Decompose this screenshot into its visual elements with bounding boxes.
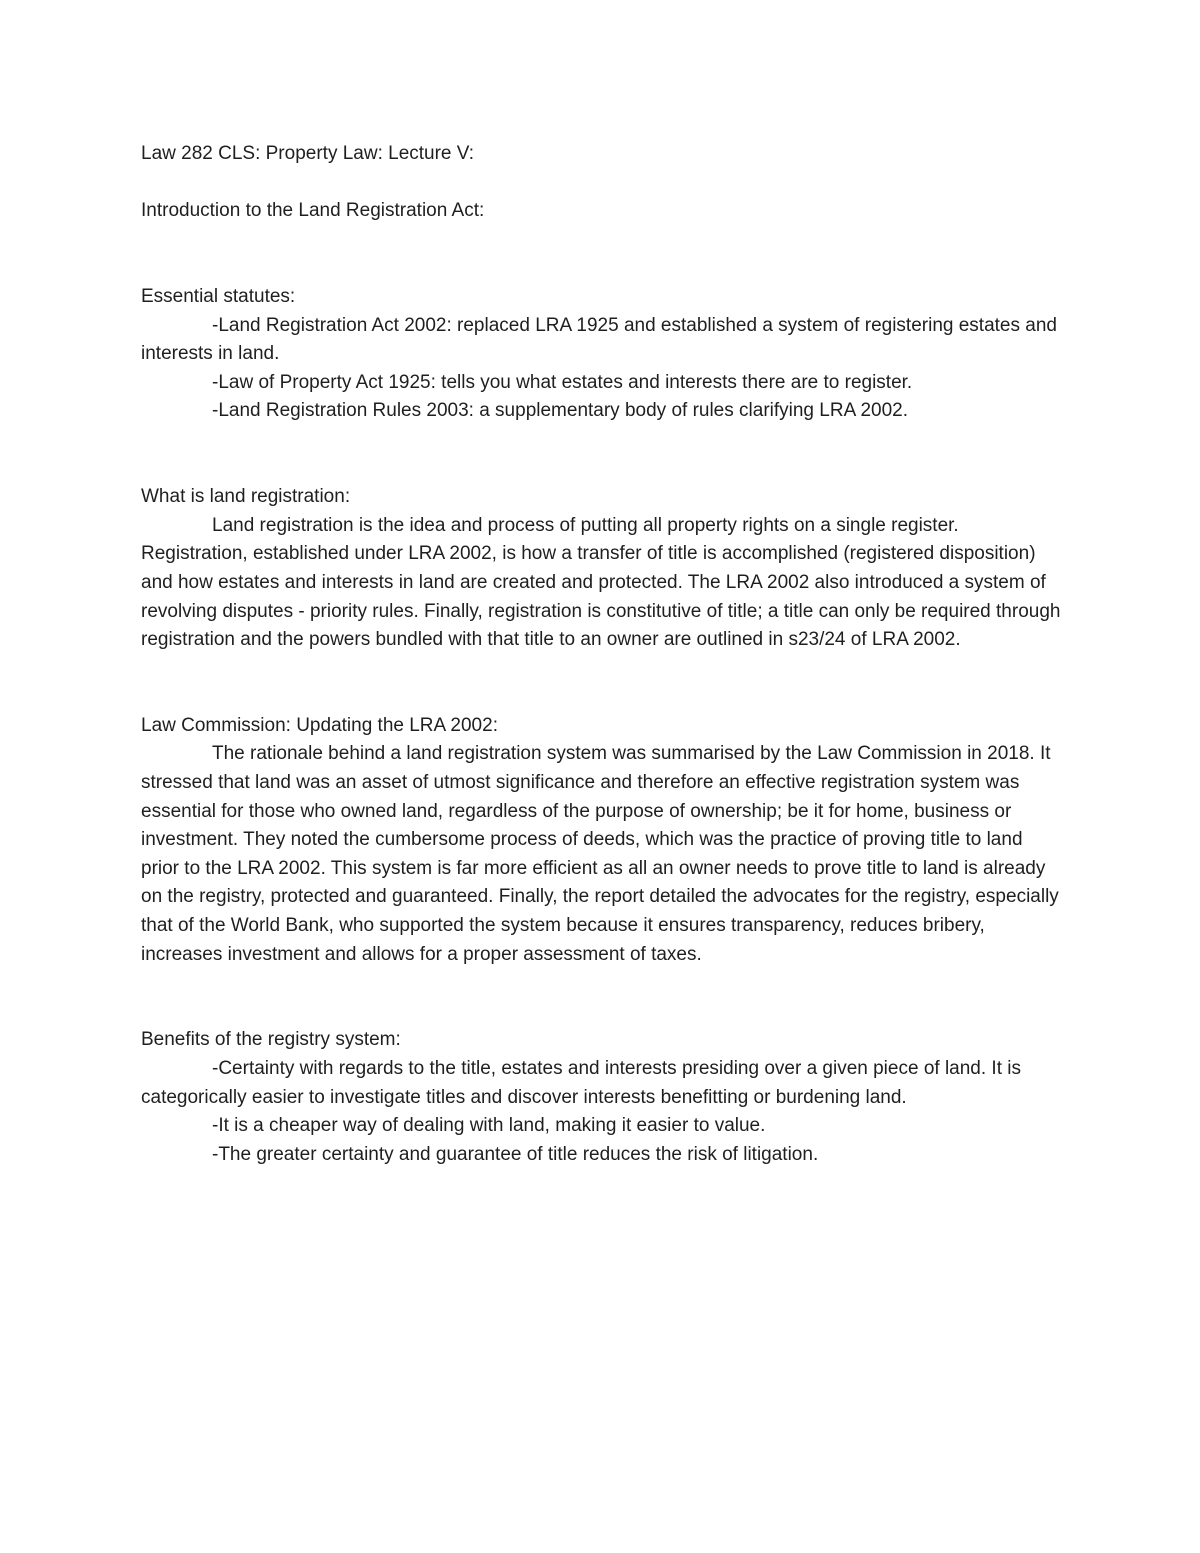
spacer: [141, 226, 1061, 283]
spacer: [141, 426, 1061, 483]
document-title: Law 282 CLS: Property Law: Lecture V:: [141, 143, 475, 164]
document-body: [141, 140, 1061, 1169]
statute-item: -Land Registration Rules 2003: a supplementary body of rules clarifying LRA 2002.: [212, 400, 909, 422]
spacer: [141, 169, 1061, 198]
body-paragraph: Land registration is the idea and process of putting all property rights on a single register. Registration, established under LRA 2002, is how a transfer of title is accomplished (registered disposition) and how estates and interests in land are created and protected. The LRA 2002 also introduced a system of revolving disputes - priority rules. Finally, registration is constitutive of title; a title can only be required through registration and the powers bundled with that title to an owner are outlined in s23/24 of LRA 2002.: [141, 514, 1061, 651]
section-heading-law-commission: Law Commission: Updating the LRA 2002:: [141, 714, 498, 736]
benefit-item: -Certainty with regards to the title, estates and interests presiding over a given piece of land. It is categorically easier to investigate titles and discover interests benefitting or burdening land.: [141, 1058, 1021, 1108]
spacer: [141, 969, 1061, 1026]
section-heading-essential-statutes: Essential statutes:: [141, 285, 296, 307]
statute-item: -Law of Property Act 1925: tells you what estates and interests there are to register.: [212, 371, 913, 393]
section-heading-benefits: Benefits of the registry system:: [141, 1029, 401, 1051]
benefit-item: -It is a cheaper way of dealing with land, making it easier to value.: [212, 1115, 766, 1137]
spacer: [141, 655, 1061, 712]
document-subtitle: Introduction to the Land Registration Act:: [141, 200, 485, 222]
benefit-item: -The greater certainty and guarantee of title reduces the risk of litigation.: [212, 1143, 819, 1165]
body-paragraph: The rationale behind a land registration system was summarised by the Law Commission in 2018. It stressed that land was an asset of utmost significance and therefore an effective registration system was essential for those who owned land, regardless of the purpose of ownership; be it for home, business or investment. They noted the cumbersome process of deeds, which was the practice of proving title to land prior to the LRA 2002. This system is far more efficient as all an owner needs to prove title to land is already on the registry, protected and guaranteed. Finally, the report detailed the advocates for the registry, especially that of the World Bank, who supported the system because it ensures transparency, reduces bribery, increases investment and allows for a proper assessment of taxes.: [141, 743, 1059, 965]
statute-item: -Land Registration Act 2002: replaced LRA 1925 and established a system of registering estates and interests in land.: [141, 314, 1057, 365]
section-heading-what-is-land-registration: What is land registration:: [141, 486, 351, 508]
